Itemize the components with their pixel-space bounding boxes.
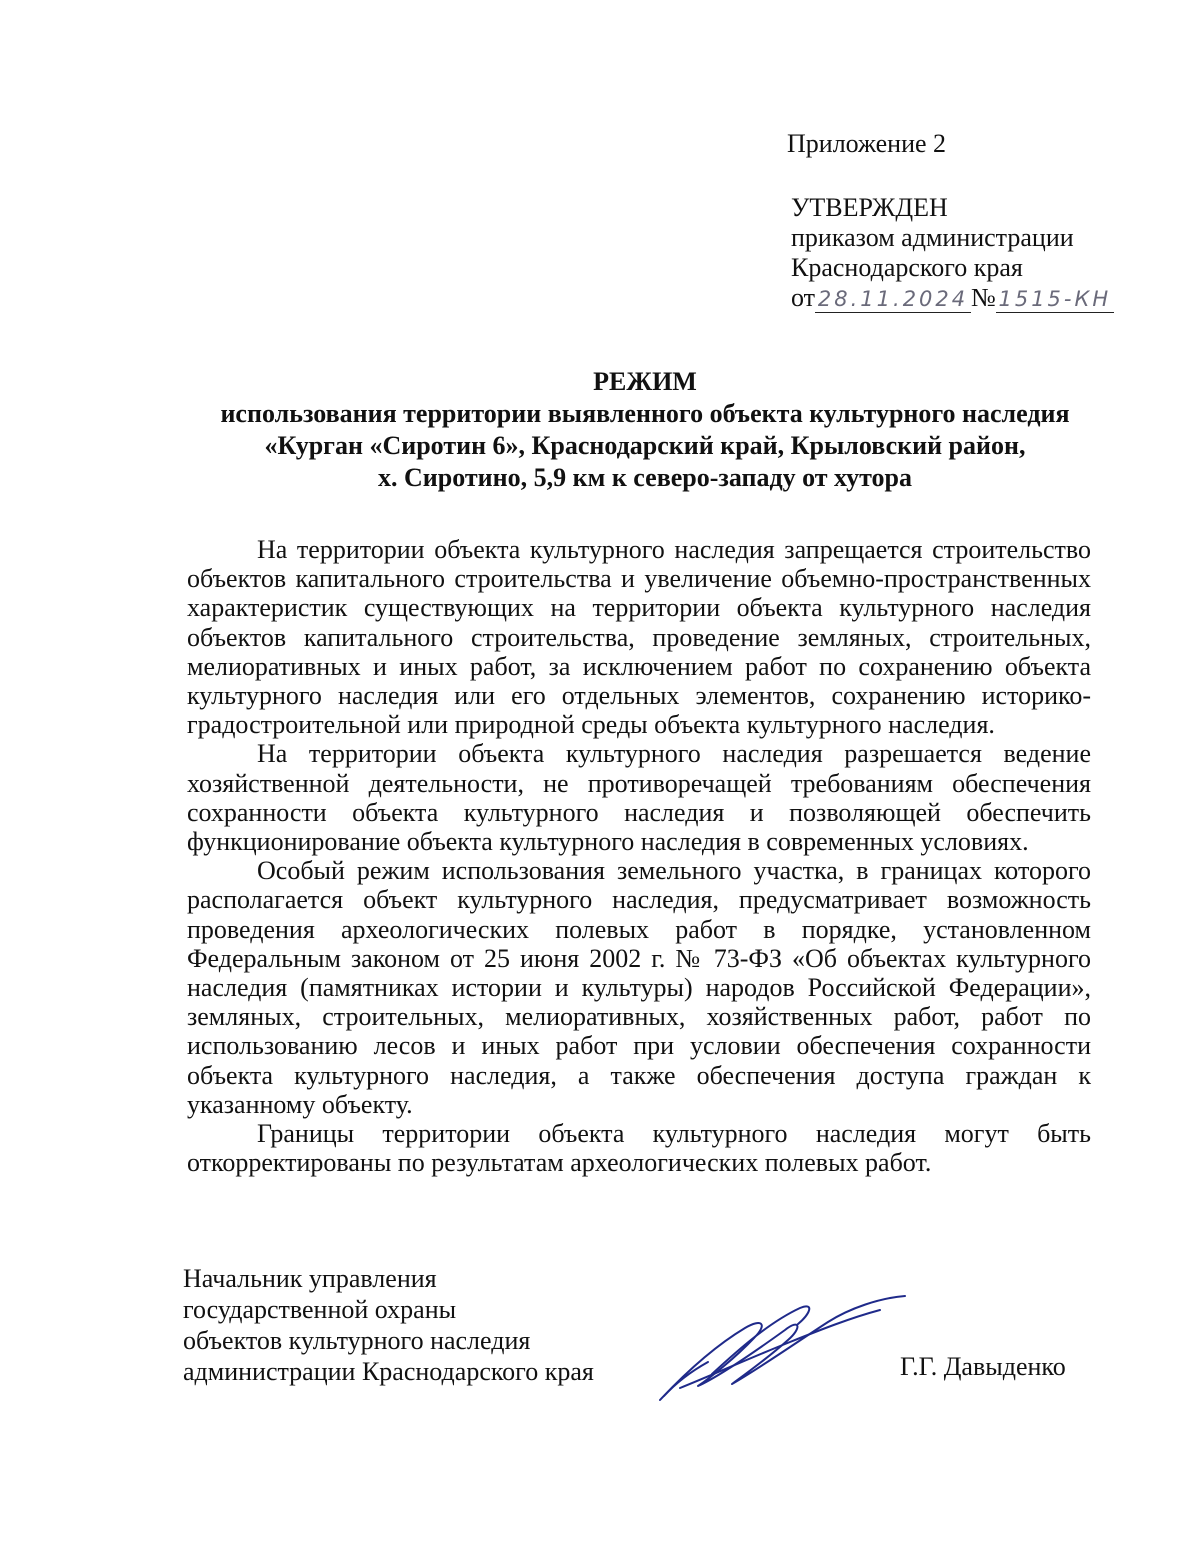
approval-order-line <box>791 283 1114 313</box>
approval-stamp-block <box>791 193 1114 313</box>
handwritten-date: 28.11.2024 <box>815 286 971 313</box>
date-prefix: от <box>791 283 816 312</box>
position-line-4: администрации Краснодарского края <box>183 1357 594 1386</box>
handwritten-order-number: 1515-КН <box>996 286 1114 313</box>
position-line-3: объектов культурного наследия <box>183 1326 531 1355</box>
signatory-position <box>183 1263 594 1387</box>
position-line-1: Начальник управления <box>183 1264 437 1293</box>
approval-line-2: Краснодарского края <box>791 253 1023 282</box>
appendix-label: Приложение 2 <box>787 129 947 158</box>
document-title <box>0 366 1200 494</box>
approval-line-1: приказом администрации <box>791 223 1074 252</box>
title-line-3: х. Сиротино, 5,9 км к северо-западу от хутора <box>378 463 912 492</box>
number-prefix: № <box>971 283 996 312</box>
approval-status: УТВЕРЖДЕН <box>791 193 948 222</box>
body-paragraph: На территории объекта культурного наследия запрещается строительство объектов капитального строительства и увеличение объемно-пространственных характеристик существующих на территории объекта культурного наследия объектов капитального строительства, проведение земляных, строительных, мелиоративных и иных работ, за исключением работ по сохранению объекта культурного наследия или его отдельных элементов, сохранению историко-градостроительной или природной среды объекта культурного наследия. <box>187 535 1091 740</box>
body-paragraph: Особый режим использования земельного участка, в границах которого располагается объект культурного наследия, предусматривает возможность проведения археологических полевых работ в порядке, установленном Федеральным законом от 25 июня 2002 г. № 73-ФЗ «Об объектах культурного наследия (памятниках истории и культуры) народов Российской Федерации», земляных, строительных, мелиоративных, хозяйственных работ, работ по использованию лесов и иных работ при условии обеспечения сохранности объекта культурного наследия, а также обеспечения доступа граждан к указанному объекту. <box>187 856 1091 1119</box>
title-line-2: «Курган «Сиротин 6», Краснодарский край, Крыловский район, <box>264 431 1026 460</box>
title-line-1: использования территории выявленного объекта культурного наследия <box>220 399 1070 428</box>
signer-name: Г.Г. Давыденко <box>900 1352 1066 1381</box>
body-paragraph: Границы территории объекта культурного наследия могут быть откорректированы по результатам археологических полевых работ. <box>187 1119 1091 1178</box>
handwritten-signature <box>650 1288 910 1408</box>
body-paragraph: На территории объекта культурного наследия разрешается ведение хозяйственной деятельности, не противоречащей требованиям обеспечения сохранности объекта культурного наследия и позволяющей обеспечить функционирование объекта культурного наследия в современных условиях. <box>187 739 1091 857</box>
document-body <box>187 535 1091 1177</box>
title-heading: РЕЖИМ <box>593 367 697 396</box>
position-line-2: государственной охраны <box>183 1295 457 1324</box>
